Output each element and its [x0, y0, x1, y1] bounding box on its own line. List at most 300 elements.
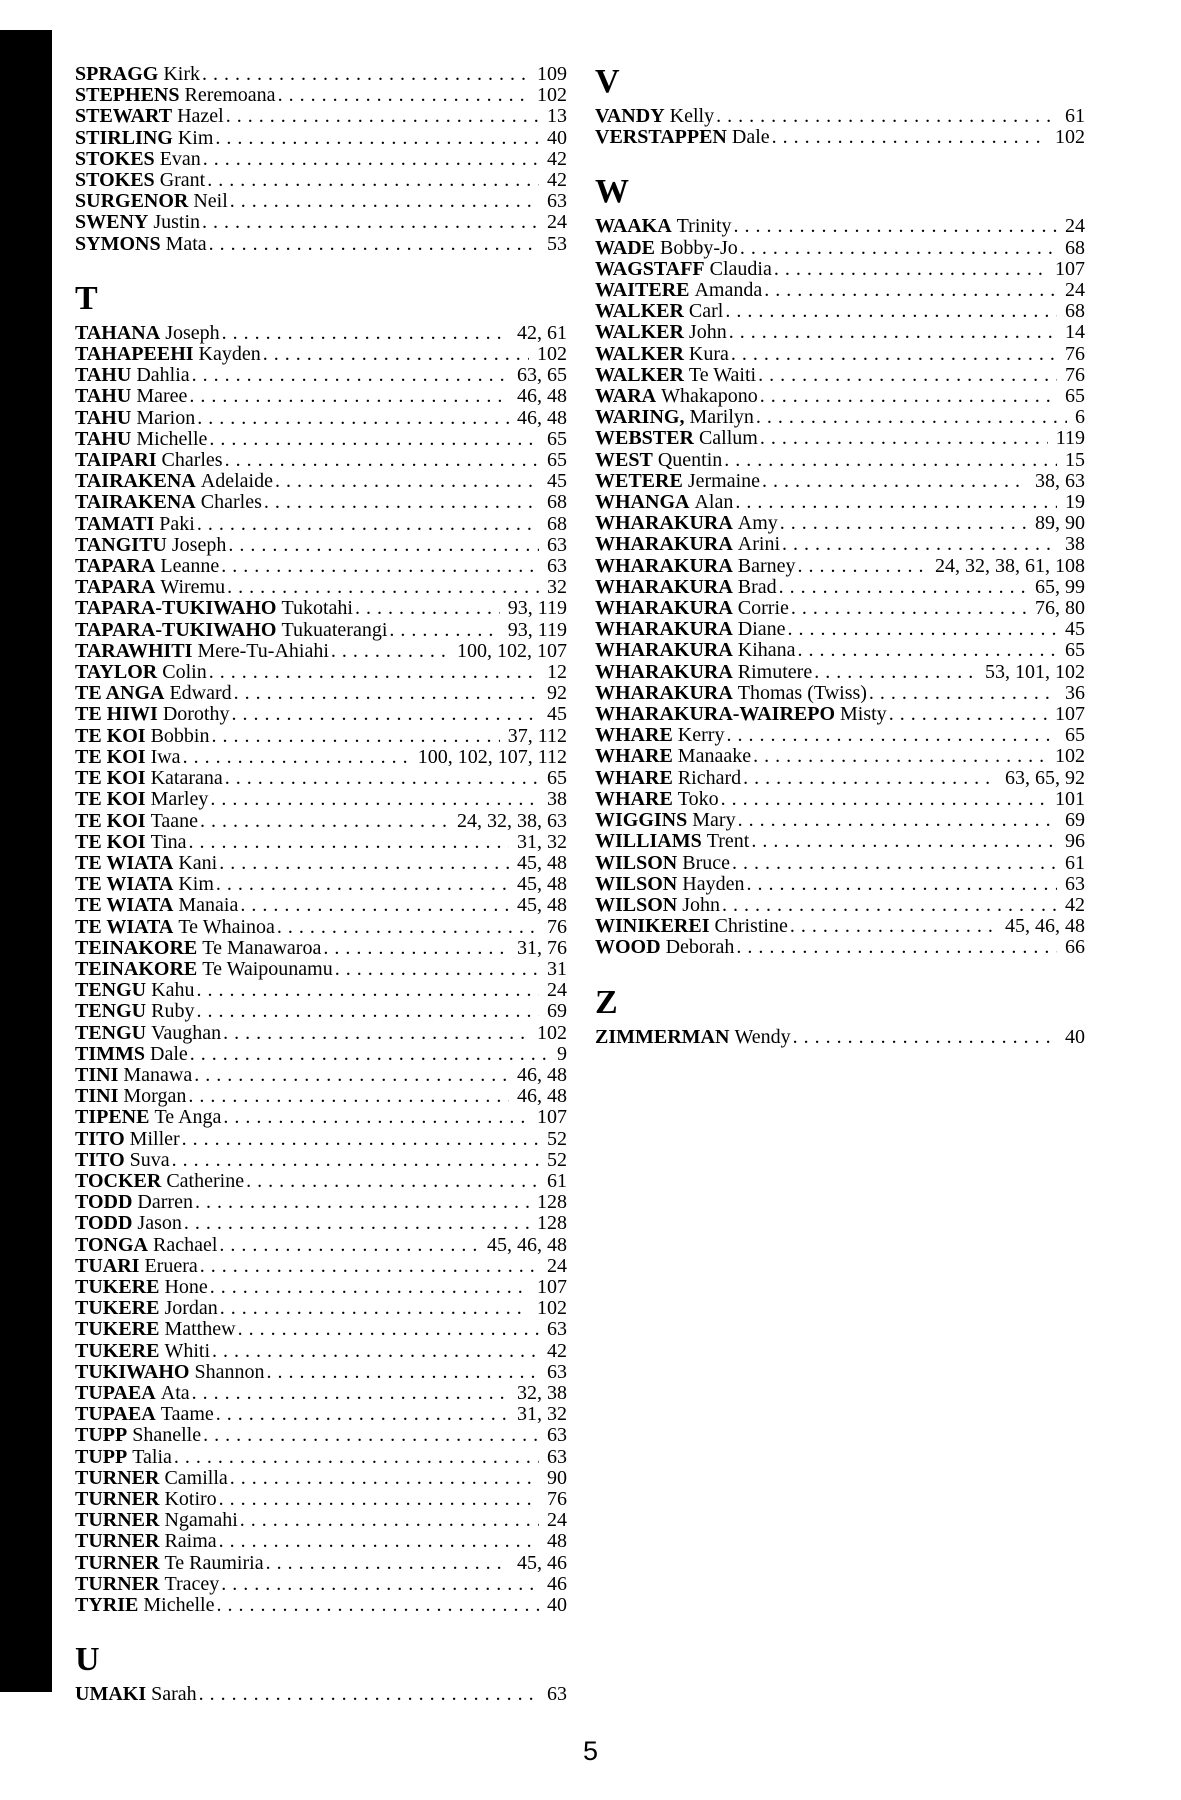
index-entry	[75, 1362, 567, 1383]
dot-leader	[212, 1341, 539, 1362]
entry-surname: TIPENE	[75, 1106, 150, 1129]
entry-surname: TAHU	[75, 427, 132, 450]
dot-leader	[221, 1574, 539, 1595]
entry-surname: TUPP	[75, 1424, 128, 1447]
index-entry	[75, 1404, 567, 1425]
entry-surname: TURNER	[75, 1466, 160, 1489]
index-column-left	[75, 64, 567, 1705]
dot-leader	[746, 874, 1057, 895]
dot-leader	[210, 1277, 529, 1298]
entry-surname: TURNER	[75, 1551, 160, 1574]
index-entry	[595, 768, 1085, 789]
index-entry	[595, 513, 1085, 534]
entry-page-numbers: 100, 102, 107, 112	[417, 745, 567, 768]
index-entry	[75, 1553, 567, 1574]
index-entry	[75, 726, 567, 747]
entry-given-name: Rimutere	[737, 660, 813, 683]
entry-surname: TAPARA-TUKIWAHO	[75, 597, 277, 620]
entry-given-name: Te Waipounamu	[202, 957, 333, 980]
dot-leader	[782, 534, 1057, 555]
entry-given-name: Tracey	[164, 1572, 220, 1595]
entry-surname: TUKERE	[75, 1318, 160, 1341]
entry-given-name: Hazel	[177, 105, 224, 128]
entry-page-numbers: 37, 112	[507, 724, 567, 747]
entry-surname: WAITERE	[595, 279, 690, 302]
entry-given-name: Kim	[177, 126, 214, 149]
index-entry	[75, 535, 567, 556]
entry-page-numbers: 109	[537, 63, 567, 85]
entry-given-name: Justin	[153, 211, 201, 234]
dot-leader	[869, 683, 1057, 704]
index-entry	[75, 1595, 567, 1616]
entry-given-name: Bobbin	[150, 724, 210, 747]
index-entry	[75, 1256, 567, 1277]
entry-given-name: Tina	[150, 830, 187, 853]
entry-surname: WHANGA	[595, 491, 690, 514]
dot-leader	[200, 1256, 539, 1277]
entry-given-name: Kihana	[737, 639, 796, 662]
dot-leader	[266, 1362, 539, 1383]
dot-leader	[211, 726, 499, 747]
entry-page-numbers: 107	[1055, 257, 1085, 280]
dot-leader	[194, 1065, 509, 1086]
entry-page-numbers: 107	[537, 1106, 567, 1129]
index-entry	[75, 662, 567, 683]
dot-leader	[779, 577, 1027, 598]
entry-page-numbers: 42	[547, 147, 567, 170]
index-entry	[75, 1150, 567, 1171]
entry-surname: WILSON	[595, 872, 678, 895]
entry-page-numbers: 38	[1065, 533, 1085, 556]
entry-given-name: Te Manawaroa	[202, 936, 322, 959]
dot-leader	[335, 959, 539, 980]
entry-page-numbers: 46, 48	[517, 1063, 567, 1086]
entry-page-numbers: 9	[557, 1042, 567, 1065]
entry-page-numbers: 61	[547, 1169, 567, 1192]
entry-page-numbers: 45	[547, 703, 567, 726]
entry-surname: WEST	[595, 448, 653, 471]
entry-given-name: Marley	[150, 788, 209, 811]
entry-surname: TODD	[75, 1191, 133, 1214]
entry-page-numbers: 14	[1065, 321, 1085, 344]
entry-given-name: Manaia	[178, 894, 239, 917]
index-entry	[75, 1235, 567, 1256]
index-entry	[75, 1574, 567, 1595]
index-entry	[75, 1341, 567, 1362]
dot-leader	[174, 1447, 539, 1468]
entry-given-name: Darren	[137, 1191, 193, 1214]
dot-leader	[889, 704, 1047, 725]
dot-leader	[791, 598, 1027, 619]
entry-given-name: Arini	[737, 533, 780, 556]
entry-surname: TAHU	[75, 364, 132, 387]
section-letter-U: U	[75, 1641, 100, 1679]
entry-given-name: Hone	[164, 1275, 208, 1298]
section-letter-W: W	[595, 173, 629, 211]
index-entry	[595, 259, 1085, 280]
entry-page-numbers: 65	[547, 767, 567, 790]
index-entry	[75, 429, 567, 450]
entry-page-numbers: 61	[1065, 105, 1085, 127]
dot-leader	[277, 917, 539, 938]
dot-leader	[772, 127, 1047, 148]
index-entry	[595, 407, 1085, 428]
entry-given-name: Adelaide	[200, 470, 273, 493]
entry-given-name: Mary	[692, 809, 736, 832]
dot-leader	[230, 1468, 539, 1489]
entry-page-numbers: 93, 119	[507, 618, 567, 641]
dot-leader	[197, 408, 509, 429]
entry-surname: TUPAEA	[75, 1403, 156, 1426]
entry-given-name: Manawa	[123, 1063, 193, 1086]
dot-leader	[202, 212, 539, 233]
index-entry	[75, 874, 567, 895]
index-entry	[595, 534, 1085, 555]
index-entry	[75, 938, 567, 959]
dot-leader	[189, 386, 509, 407]
dot-leader	[725, 301, 1057, 322]
entry-given-name: Manaake	[677, 745, 752, 768]
index-entry	[75, 1383, 567, 1404]
entry-page-numbers: 76	[547, 915, 567, 938]
entry-surname: WHARAKURA	[595, 554, 733, 577]
entry-page-numbers: 96	[1065, 830, 1085, 853]
entry-given-name: Talia	[132, 1445, 172, 1468]
entry-page-numbers: 107	[537, 1275, 567, 1298]
entry-surname: ZIMMERMAN	[595, 1025, 730, 1048]
dot-leader	[200, 811, 449, 832]
entry-page-numbers: 63	[547, 1445, 567, 1468]
entry-surname: TAMATI	[75, 512, 155, 535]
entry-given-name: Deborah	[665, 936, 735, 959]
entry-surname: TEINAKORE	[75, 936, 198, 959]
dot-leader	[225, 768, 539, 789]
dot-leader	[732, 853, 1057, 874]
dot-leader	[734, 216, 1057, 237]
entry-surname: TEINAKORE	[75, 957, 198, 980]
entry-page-numbers: 69	[1065, 809, 1085, 832]
entry-surname: TOCKER	[75, 1169, 162, 1192]
dot-leader	[814, 662, 977, 683]
entry-surname: TE ANGA	[75, 682, 165, 705]
dot-leader	[219, 1489, 539, 1510]
entry-surname: WHARAKURA-WAIREPO	[595, 703, 835, 726]
entry-surname: TUARI	[75, 1254, 140, 1277]
index-entry	[595, 450, 1085, 471]
entry-surname: TAIRAKENA	[75, 491, 196, 514]
entry-given-name: Camilla	[164, 1466, 228, 1489]
entry-given-name: Shannon	[194, 1360, 265, 1383]
entry-surname: TAYLOR	[75, 661, 158, 684]
dot-leader	[219, 1235, 479, 1256]
entry-surname: TUKERE	[75, 1339, 160, 1362]
dot-leader	[225, 450, 539, 471]
index-entry	[595, 640, 1085, 661]
index-entry	[595, 725, 1085, 746]
index-entry	[75, 641, 567, 662]
index-entry	[75, 853, 567, 874]
entry-given-name: Kelly	[669, 105, 715, 127]
entry-surname: TAHAPEEHI	[75, 343, 194, 366]
section-letter-T: T	[75, 279, 98, 317]
entry-given-name: Richard	[677, 766, 742, 789]
entry-surname: TODD	[75, 1212, 133, 1235]
entry-page-numbers: 46, 48	[517, 1085, 567, 1108]
entry-page-numbers: 45, 46, 48	[487, 1233, 567, 1256]
entry-given-name: Bruce	[682, 851, 731, 874]
entry-given-name: Joseph	[165, 321, 220, 344]
entry-surname: TENGU	[75, 979, 147, 1002]
entry-given-name: Neil	[193, 190, 228, 213]
entry-given-name: Claudia	[709, 257, 772, 280]
entry-page-numbers: 76	[547, 1488, 567, 1510]
entry-surname: WALKER	[595, 342, 684, 365]
dot-leader	[716, 106, 1057, 127]
entry-page-numbers: 24	[547, 979, 567, 1002]
entry-page-numbers: 119	[1055, 427, 1085, 450]
entry-given-name: Misty	[840, 703, 887, 726]
index-entry	[595, 365, 1085, 386]
entry-given-name: Kani	[178, 851, 218, 874]
entry-surname: WETERE	[595, 469, 683, 492]
entry-surname: TE KOI	[75, 767, 146, 790]
entry-given-name: Morgan	[123, 1085, 187, 1108]
entry-surname: TONGA	[75, 1233, 148, 1256]
index-entry	[75, 386, 567, 407]
entry-page-numbers: 46	[547, 1572, 567, 1595]
entry-given-name: Kahu	[151, 979, 195, 1002]
index-entry	[75, 683, 567, 704]
dot-leader	[740, 238, 1057, 259]
entry-page-numbers: 48	[547, 1530, 567, 1553]
dot-leader	[753, 746, 1047, 767]
dot-leader	[192, 365, 509, 386]
entry-surname: SYMONS	[75, 232, 161, 255]
entry-given-name: Catherine	[166, 1169, 245, 1192]
entry-page-numbers: 42	[1065, 893, 1085, 916]
entry-page-numbers: 24, 32, 38, 61, 108	[935, 554, 1085, 577]
index-entry	[595, 471, 1085, 492]
entry-surname: WIGGINS	[595, 809, 688, 832]
entry-surname: VERSTAPPEN	[595, 126, 727, 149]
entry-given-name: Kura	[688, 342, 729, 365]
index-entry	[595, 831, 1085, 852]
index-entry	[75, 704, 567, 725]
entry-page-numbers: 76, 80	[1035, 597, 1085, 620]
entry-surname: WALKER	[595, 300, 684, 323]
entry-page-numbers: 65	[1065, 724, 1085, 747]
dot-leader	[202, 64, 529, 85]
entry-page-numbers: 42	[547, 1339, 567, 1362]
entry-given-name: Taane	[150, 809, 199, 832]
entry-given-name: Iwa	[150, 745, 181, 768]
entry-given-name: Te Raumiria	[164, 1551, 264, 1574]
entry-surname: WHARAKURA	[595, 512, 733, 535]
entry-given-name: Te Anga	[154, 1106, 222, 1129]
index-entry	[75, 408, 567, 429]
entry-page-numbers: 102	[1055, 126, 1085, 149]
entry-page-numbers: 65	[547, 427, 567, 450]
entry-given-name: Te Waiti	[688, 363, 757, 386]
index-entry	[75, 1298, 567, 1319]
entry-page-numbers: 68	[547, 512, 567, 535]
index-entry	[75, 1171, 567, 1192]
entry-page-numbers: 102	[537, 1021, 567, 1044]
entry-page-numbers: 12	[547, 661, 567, 684]
entry-given-name: Corrie	[737, 597, 789, 620]
index-entry	[75, 811, 567, 832]
entry-given-name: Mata	[165, 232, 207, 255]
index-entry	[595, 937, 1085, 958]
entry-given-name: Ata	[160, 1381, 190, 1404]
entry-page-numbers: 40	[1065, 1025, 1085, 1048]
dot-leader	[743, 768, 997, 789]
index-entry	[75, 556, 567, 577]
dot-leader	[722, 895, 1057, 916]
entry-surname: WARING,	[595, 406, 685, 429]
dot-leader	[234, 683, 539, 704]
index-entry	[595, 789, 1085, 810]
entry-given-name: Tukuaterangi	[281, 618, 388, 641]
entry-page-numbers: 61	[1065, 851, 1085, 874]
entry-page-numbers: 63	[547, 190, 567, 213]
entry-given-name: Taame	[160, 1403, 214, 1426]
entry-surname: TAPARA	[75, 555, 156, 578]
entry-surname: TITO	[75, 1127, 125, 1150]
entry-surname: TITO	[75, 1148, 125, 1171]
dot-leader	[246, 1171, 539, 1192]
entry-given-name: Hayden	[682, 872, 745, 895]
entry-page-numbers: 38, 63	[1035, 469, 1085, 492]
entry-page-numbers: 63	[547, 555, 567, 578]
entry-page-numbers: 13	[547, 105, 567, 128]
entry-given-name: Diane	[737, 618, 786, 641]
entry-page-numbers: 15	[1065, 448, 1085, 471]
entry-surname: WALKER	[595, 321, 684, 344]
entry-surname: TAPARA	[75, 576, 156, 599]
entry-surname: TINI	[75, 1085, 119, 1108]
index-entry	[75, 234, 567, 255]
entry-surname: UMAKI	[75, 1683, 147, 1706]
entry-given-name: Amy	[737, 512, 778, 535]
index-entry	[75, 747, 567, 768]
entry-surname: SWENY	[75, 211, 149, 234]
entry-page-numbers: 76	[1065, 342, 1085, 365]
dot-leader	[223, 1107, 529, 1128]
dot-leader	[724, 450, 1057, 471]
entry-surname: TUKERE	[75, 1275, 160, 1298]
dot-leader	[263, 344, 529, 365]
entry-page-numbers: 92	[547, 682, 567, 705]
index-entry	[75, 471, 567, 492]
entry-surname: TENGU	[75, 1021, 147, 1044]
entry-given-name: Thomas (Twiss)	[737, 681, 867, 704]
entry-page-numbers: 31, 76	[517, 936, 567, 959]
dot-leader	[207, 170, 539, 191]
entry-surname: WALKER	[595, 363, 684, 386]
entry-page-numbers: 63	[547, 1683, 567, 1706]
entry-given-name: Whiti	[164, 1339, 211, 1362]
dot-leader	[209, 429, 539, 450]
entry-page-numbers: 32, 38	[517, 1381, 567, 1404]
index-entry	[595, 301, 1085, 322]
entry-surname: STEWART	[75, 105, 173, 128]
entry-given-name: Leanne	[160, 555, 220, 578]
entry-given-name: Trent	[706, 830, 750, 853]
entry-page-numbers: 31	[547, 957, 567, 980]
dot-leader	[278, 85, 529, 106]
entry-page-numbers: 45, 48	[517, 873, 567, 896]
entry-page-numbers: 102	[537, 1297, 567, 1320]
entry-page-numbers: 24	[547, 211, 567, 234]
entry-surname: STOKES	[75, 169, 155, 192]
entry-page-numbers: 63, 65	[517, 364, 567, 387]
entry-page-numbers: 53	[547, 232, 567, 255]
entry-given-name: Edward	[169, 682, 232, 705]
entry-page-numbers: 24	[1065, 215, 1085, 238]
dot-leader	[199, 1684, 539, 1705]
dot-leader	[389, 620, 499, 641]
index-entry	[595, 662, 1085, 683]
index-entry	[75, 768, 567, 789]
entry-surname: SURGENOR	[75, 190, 189, 213]
index-entry	[75, 1001, 567, 1022]
index-entry	[595, 704, 1085, 725]
dot-leader	[196, 1001, 539, 1022]
entry-given-name: Tukotahi	[281, 597, 353, 620]
entry-given-name: Michelle	[143, 1594, 215, 1617]
entry-surname: TUKERE	[75, 1297, 160, 1320]
entry-page-numbers: 24	[1065, 279, 1085, 302]
index-entry	[75, 212, 567, 233]
dot-leader	[226, 106, 539, 127]
dot-leader	[230, 191, 539, 212]
index-entry	[75, 959, 567, 980]
entry-surname: WINIKEREI	[595, 915, 710, 938]
entry-given-name: Carl	[688, 300, 724, 323]
entry-given-name: Kim	[178, 873, 214, 896]
dot-leader	[189, 832, 509, 853]
dot-leader	[220, 1298, 529, 1319]
dot-leader	[729, 322, 1057, 343]
entry-given-name: Mere-Tu-Ahiahi	[197, 639, 329, 662]
entry-surname: TE WIATA	[75, 851, 174, 874]
entry-given-name: Shanelle	[132, 1424, 202, 1447]
dot-leader	[738, 810, 1057, 831]
index-entry	[75, 980, 567, 1001]
index-entry	[595, 428, 1085, 449]
entry-page-numbers: 45	[1065, 618, 1085, 641]
entry-given-name: Dale	[150, 1042, 188, 1065]
entry-page-numbers: 128	[537, 1191, 567, 1214]
index-entry	[595, 216, 1085, 237]
entry-given-name: Maree	[136, 385, 188, 408]
entry-surname: WHARE	[595, 787, 673, 810]
index-entry	[595, 577, 1085, 598]
entry-surname: TANGITU	[75, 533, 167, 556]
index-entry	[75, 832, 567, 853]
entry-given-name: Christine	[714, 915, 788, 938]
scan-edge-artifact	[0, 30, 52, 1692]
entry-given-name: Marilyn	[689, 406, 754, 429]
entry-surname: TURNER	[75, 1572, 160, 1595]
dot-leader	[203, 1425, 539, 1446]
dot-leader	[196, 980, 539, 1001]
entry-page-numbers: 76	[1065, 363, 1085, 386]
entry-page-numbers: 42	[547, 169, 567, 192]
index-entry	[75, 1213, 567, 1234]
entry-given-name: Suva	[129, 1148, 170, 1171]
